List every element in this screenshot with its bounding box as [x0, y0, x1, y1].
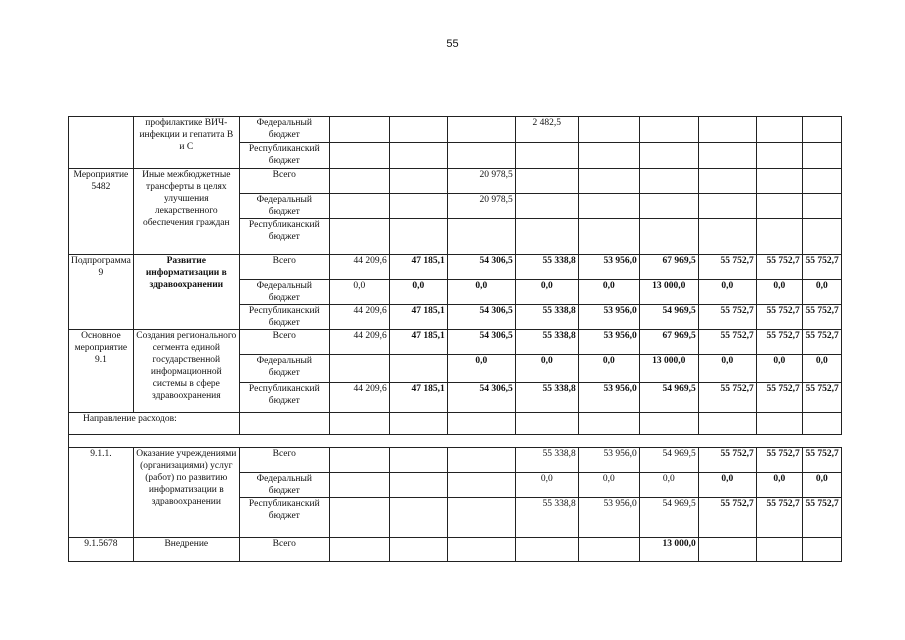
value-cell [515, 194, 578, 219]
budget-source: Республиканский бюджет [239, 383, 329, 413]
budget-source: Всего [239, 448, 329, 473]
value-cell: 55 752,7 [756, 448, 802, 473]
value-cell [329, 538, 389, 562]
value-cell [639, 219, 698, 255]
value-cell [578, 143, 639, 169]
value-cell [389, 169, 447, 194]
value-cell [329, 498, 389, 538]
budget-source: Федеральный бюджет [239, 117, 329, 143]
spacer-row [69, 435, 842, 448]
value-cell: 55 338,8 [515, 448, 578, 473]
row-code: 9.1.1. [69, 448, 134, 538]
value-cell: 0,0 [578, 355, 639, 383]
row-code [69, 117, 134, 169]
value-cell: 67 969,5 [639, 255, 698, 280]
row-code: Основное мероприятие 9.1 [69, 330, 134, 413]
value-cell: 0,0 [802, 473, 841, 498]
value-cell [329, 117, 389, 143]
value-cell: 0,0 [698, 355, 756, 383]
value-cell [639, 194, 698, 219]
value-cell: 53 956,0 [578, 330, 639, 355]
value-cell [698, 117, 756, 143]
row-name: Развитие информатизации в здравоохранении [133, 255, 239, 330]
value-cell: 55 338,8 [515, 498, 578, 538]
budget-source: Всего [239, 255, 329, 280]
value-cell: 55 338,8 [515, 383, 578, 413]
value-cell [802, 143, 841, 169]
budget-source: Республиканский бюджет [239, 498, 329, 538]
value-cell [756, 413, 802, 435]
value-cell [756, 219, 802, 255]
value-cell: 55 752,7 [802, 255, 841, 280]
value-cell: 54 969,5 [639, 498, 698, 538]
value-cell [329, 219, 389, 255]
budget-source: Всего [239, 169, 329, 194]
value-cell [578, 169, 639, 194]
value-cell: 20 978,5 [447, 169, 515, 194]
value-cell [389, 448, 447, 473]
row-code: 9.1.5678 [69, 538, 134, 562]
value-cell: 53 956,0 [578, 383, 639, 413]
value-cell: 0,0 [578, 473, 639, 498]
value-cell: 0,0 [329, 280, 389, 305]
value-cell [802, 413, 841, 435]
budget-source: Республиканский бюджет [239, 305, 329, 330]
value-cell [447, 538, 515, 562]
value-cell: 0,0 [515, 473, 578, 498]
value-cell [802, 169, 841, 194]
budget-source: Федеральный бюджет [239, 473, 329, 498]
value-cell: 53 956,0 [578, 255, 639, 280]
value-cell: 55 752,7 [756, 305, 802, 330]
value-cell [756, 117, 802, 143]
value-cell [389, 498, 447, 538]
table-row [69, 538, 842, 562]
value-cell [447, 473, 515, 498]
value-cell [329, 143, 389, 169]
budget-source: Республиканский бюджет [239, 219, 329, 255]
table-row [69, 413, 842, 435]
value-cell [389, 143, 447, 169]
value-cell: 54 306,5 [447, 383, 515, 413]
budget-source: Федеральный бюджет [239, 194, 329, 219]
value-cell [239, 413, 329, 435]
value-cell: 55 752,7 [698, 498, 756, 538]
value-cell: 0,0 [515, 280, 578, 305]
value-cell: 13 000,0 [639, 355, 698, 383]
value-cell [389, 355, 447, 383]
value-cell: 0,0 [698, 280, 756, 305]
expense-direction-label: Направление расходов: [69, 413, 240, 435]
budget-source: Всего [239, 330, 329, 355]
value-cell [802, 538, 841, 562]
page-number: 55 [446, 38, 459, 50]
value-cell [639, 143, 698, 169]
value-cell [756, 169, 802, 194]
value-cell: 0,0 [756, 355, 802, 383]
value-cell: 0,0 [756, 473, 802, 498]
value-cell: 53 956,0 [578, 448, 639, 473]
value-cell: 55 752,7 [802, 330, 841, 355]
budget-source: Всего [239, 538, 329, 562]
value-cell [578, 117, 639, 143]
value-cell [329, 194, 389, 219]
value-cell: 55 752,7 [802, 305, 841, 330]
value-cell: 55 752,7 [698, 305, 756, 330]
value-cell [389, 473, 447, 498]
value-cell: 53 956,0 [578, 498, 639, 538]
value-cell [756, 143, 802, 169]
value-cell: 55 752,7 [698, 330, 756, 355]
value-cell [329, 355, 389, 383]
value-cell: 44 209,6 [329, 255, 389, 280]
value-cell [698, 143, 756, 169]
budget-source: Федеральный бюджет [239, 280, 329, 305]
value-cell [389, 538, 447, 562]
value-cell: 54 306,5 [447, 305, 515, 330]
value-cell [578, 538, 639, 562]
value-cell [639, 117, 698, 143]
budget-table [68, 116, 842, 562]
value-cell [447, 143, 515, 169]
table-row [69, 330, 842, 355]
value-cell: 55 752,7 [698, 255, 756, 280]
value-cell [515, 219, 578, 255]
value-cell [329, 473, 389, 498]
value-cell [578, 413, 639, 435]
value-cell [329, 448, 389, 473]
value-cell [515, 143, 578, 169]
value-cell: 0,0 [802, 280, 841, 305]
value-cell: 55 752,7 [756, 255, 802, 280]
value-cell [578, 194, 639, 219]
value-cell [698, 219, 756, 255]
value-cell: 44 209,6 [329, 305, 389, 330]
value-cell [447, 498, 515, 538]
value-cell [578, 219, 639, 255]
value-cell: 13 000,0 [639, 538, 698, 562]
row-code: Мероприятие 5482 [69, 169, 134, 255]
value-cell: 0,0 [578, 280, 639, 305]
value-cell: 55 338,8 [515, 255, 578, 280]
value-cell: 54 969,5 [639, 448, 698, 473]
value-cell: 55 752,7 [756, 330, 802, 355]
value-cell: 0,0 [756, 280, 802, 305]
value-cell: 47 185,1 [389, 383, 447, 413]
value-cell [329, 169, 389, 194]
value-cell: 67 969,5 [639, 330, 698, 355]
value-cell [698, 413, 756, 435]
table-row [69, 255, 842, 280]
value-cell: 0,0 [802, 355, 841, 383]
value-cell: 54 306,5 [447, 255, 515, 280]
value-cell: 53 956,0 [578, 305, 639, 330]
table-row [69, 448, 842, 473]
value-cell: 54 969,5 [639, 383, 698, 413]
value-cell: 55 752,7 [802, 448, 841, 473]
value-cell: 55 752,7 [756, 498, 802, 538]
row-name: профилактике ВИЧ-инфекции и гепатита В и С [133, 117, 239, 169]
budget-source: Федеральный бюджет [239, 355, 329, 383]
value-cell [447, 448, 515, 473]
table-row [69, 117, 842, 143]
value-cell: 0,0 [447, 280, 515, 305]
value-cell [447, 117, 515, 143]
value-cell: 55 338,8 [515, 305, 578, 330]
value-cell: 0,0 [698, 473, 756, 498]
value-cell: 44 209,6 [329, 330, 389, 355]
value-cell [515, 538, 578, 562]
value-cell: 20 978,5 [447, 194, 515, 219]
value-cell: 55 752,7 [802, 383, 841, 413]
row-name: Оказание учреждениями (организациями) услуг (работ) по развитию информатизации в здравоохранении [133, 448, 239, 538]
value-cell [389, 194, 447, 219]
value-cell [389, 117, 447, 143]
value-cell [698, 169, 756, 194]
value-cell: 55 752,7 [756, 383, 802, 413]
value-cell: 44 209,6 [329, 383, 389, 413]
value-cell [447, 413, 515, 435]
value-cell [389, 219, 447, 255]
value-cell: 0,0 [389, 280, 447, 305]
value-cell [639, 413, 698, 435]
row-name: Создания регионального сегмента единой государственной информационной системы в сфере здравоохранения [133, 330, 239, 413]
budget-source: Республиканский бюджет [239, 143, 329, 169]
value-cell: 55 338,8 [515, 330, 578, 355]
value-cell: 0,0 [447, 355, 515, 383]
value-cell [756, 538, 802, 562]
value-cell: 55 752,7 [698, 448, 756, 473]
table-row [69, 169, 842, 194]
value-cell [447, 219, 515, 255]
value-cell: 54 969,5 [639, 305, 698, 330]
value-cell: 55 752,7 [698, 383, 756, 413]
value-cell [329, 413, 389, 435]
value-cell: 13 000,0 [639, 280, 698, 305]
value-cell [756, 194, 802, 219]
row-code: Подпрограмма 9 [69, 255, 134, 330]
value-cell: 55 752,7 [802, 498, 841, 538]
value-cell: 47 185,1 [389, 305, 447, 330]
value-cell [515, 169, 578, 194]
value-cell [639, 169, 698, 194]
value-cell: 0,0 [639, 473, 698, 498]
value-cell [802, 117, 841, 143]
value-cell [698, 194, 756, 219]
value-cell: 54 306,5 [447, 330, 515, 355]
value-cell: 47 185,1 [389, 330, 447, 355]
row-name: Иные межбюджетные трансферты в целях улучшения лекарственного обеспечения граждан [133, 169, 239, 255]
value-cell: 2 482,5 [515, 117, 578, 143]
row-name: Внедрение [133, 538, 239, 562]
value-cell: 0,0 [515, 355, 578, 383]
value-cell [389, 413, 447, 435]
value-cell [515, 413, 578, 435]
value-cell: 47 185,1 [389, 255, 447, 280]
value-cell [802, 194, 841, 219]
value-cell [698, 538, 756, 562]
value-cell [802, 219, 841, 255]
